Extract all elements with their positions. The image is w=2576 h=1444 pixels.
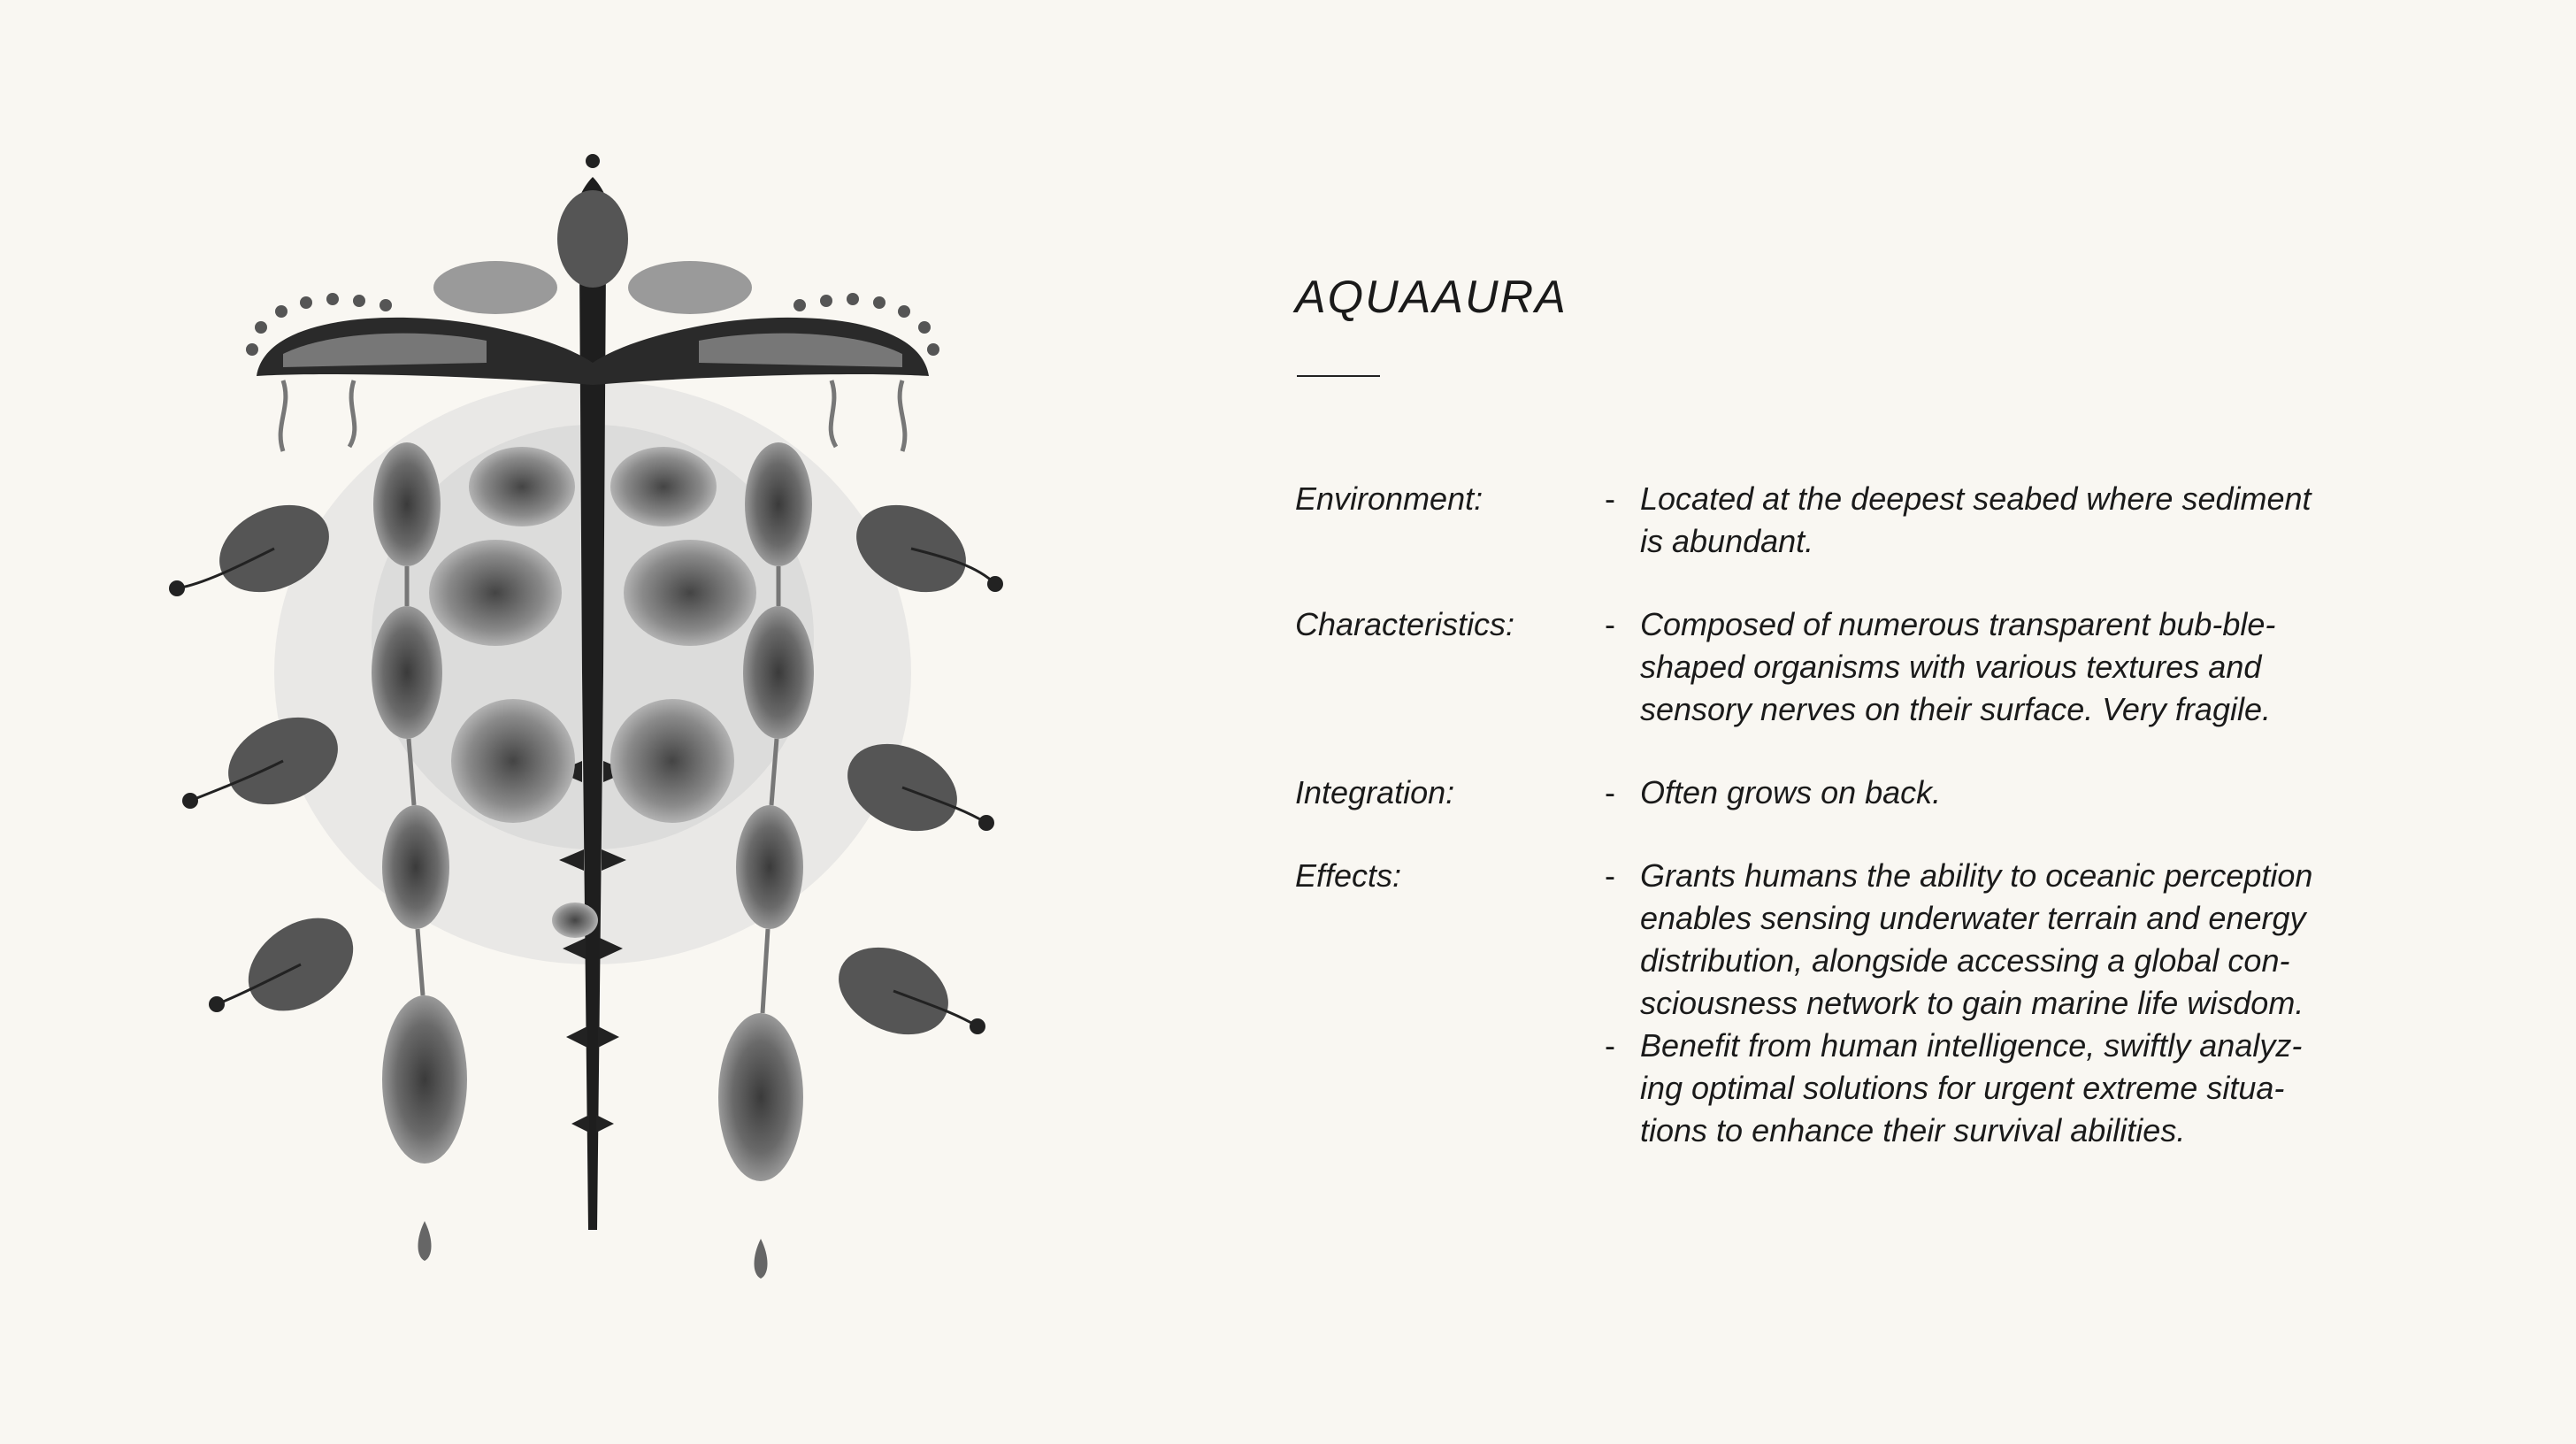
- bullet-dash: -: [1605, 606, 1615, 642]
- bullet-dash: -: [1605, 1027, 1615, 1064]
- entry-body: [1605, 772, 2445, 814]
- entry-item: [1605, 478, 2445, 563]
- entry-body: [1605, 603, 2445, 731]
- info-list: [1295, 478, 2445, 1193]
- creature-illustration: [150, 142, 1088, 1292]
- bullet-dash: -: [1605, 857, 1615, 894]
- entry-characteristics: [1295, 603, 2445, 731]
- entry-label: Characteristics:: [1295, 606, 1515, 642]
- entry-text: Grants humans the ability to oceanic perception enables sensing underwater terrain and energy distribution, alongside accessing a global con-sciousness network to gain marine life wisdom.: [1640, 857, 2313, 1021]
- title-divider: [1297, 375, 1380, 377]
- entry-label: Effects:: [1295, 857, 1402, 894]
- entry-text: Benefit from human intelligence, swiftly analyz-ing optimal solutions for urgent extreme situa-tions to enhance their survival abilities.: [1640, 1027, 2303, 1148]
- entry-text: Often grows on back.: [1640, 774, 1942, 810]
- bullet-dash: -: [1605, 480, 1615, 517]
- entry-text: Located at the deepest seabed where sediment is abundant.: [1640, 480, 2312, 559]
- entry-body: [1605, 855, 2445, 1152]
- entry-item: [1605, 772, 2445, 814]
- aquaaura-creature-icon: [150, 142, 1088, 1292]
- page-title: AQUAAURA: [1295, 272, 1568, 323]
- entry-integration: [1295, 772, 2445, 814]
- entry-environment: [1295, 478, 2445, 563]
- entry-body: [1605, 478, 2445, 563]
- entry-effects: [1295, 855, 2445, 1152]
- bullet-dash: -: [1605, 774, 1615, 810]
- entry-item: [1605, 855, 2445, 1025]
- entry-label: Integration:: [1295, 774, 1455, 810]
- entry-item: [1605, 603, 2445, 731]
- entry-label: Environment:: [1295, 480, 1484, 517]
- entry-item: [1605, 1025, 2445, 1152]
- entry-text: Composed of numerous transparent bub-ble-shaped organisms with various textures and sensory nerves on their surface. Very fragile.: [1640, 606, 2276, 727]
